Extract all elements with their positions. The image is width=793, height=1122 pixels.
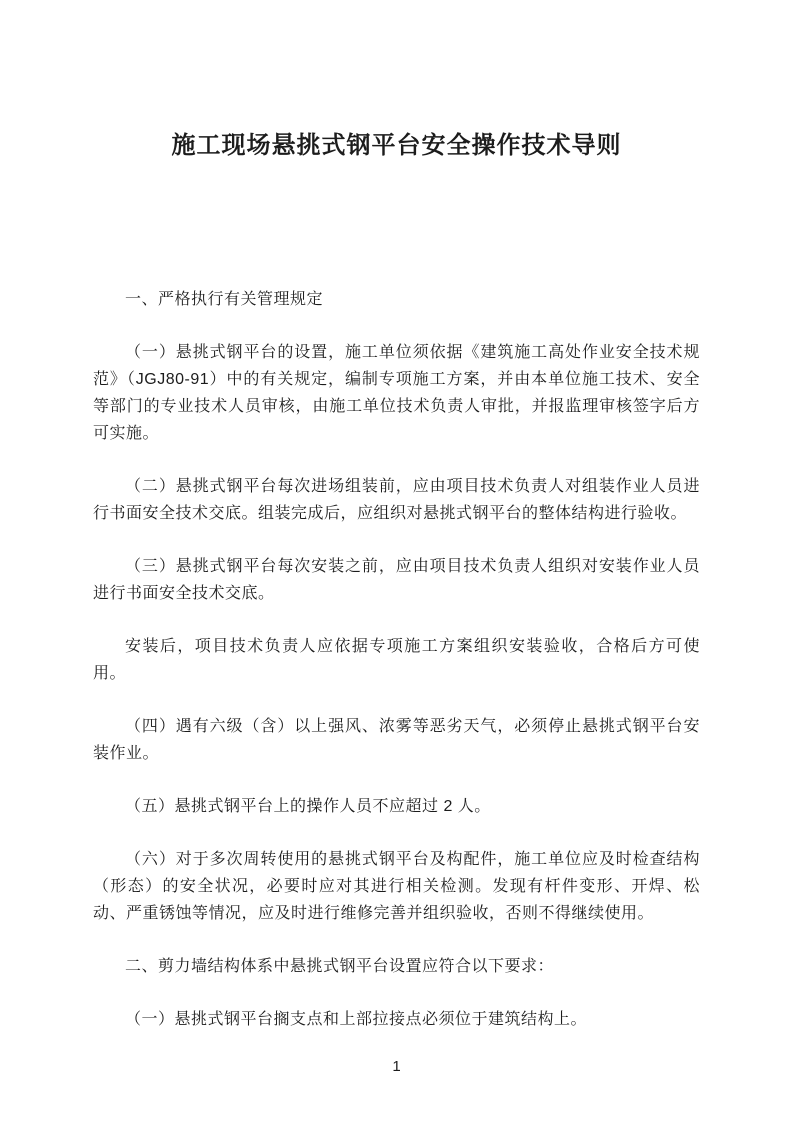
paragraph-1-4: （四）遇有六级（含）以上强风、浓雾等恶劣天气，必须停止悬挑式钢平台安装作业。 bbox=[93, 718, 700, 762]
paragraph-2-1: （一）悬挑式钢平台搁支点和上部拉接点必须位于建筑结构上。 bbox=[125, 1011, 588, 1028]
section-heading-1: 一、严格执行有关管理规定 bbox=[125, 291, 324, 308]
paragraph-1-3b: 安装后，项目技术负责人应依据专项施工方案组织安装验收，合格后方可使用。 bbox=[93, 638, 700, 682]
section-heading-2: 二、剪力墙结构体系中悬挑式钢平台设置应符合以下要求： bbox=[125, 958, 555, 975]
page-number: 1 bbox=[392, 1058, 401, 1075]
paragraph-1-6: （六）对于多次周转使用的悬挑式钢平台及构配件，施工单位应及时检查结构（形态）的安全状况，必要时应对其进行相关检测。发现有杆件变形、开焊、松动、严重锈蚀等情况，应及时进行维修完善并组织验收，否则不得继续使用。 bbox=[93, 851, 700, 922]
paragraph-1-5: （五）悬挑式钢平台上的操作人员不应超过 2 人。 bbox=[125, 798, 491, 815]
document-title: 施工现场悬挑式钢平台安全操作技术导则 bbox=[171, 132, 622, 159]
paragraph-1-1: （一）悬挑式钢平台的设置，施工单位须依据《建筑施工高处作业安全技术规范》（JGJ80-91）中的有关规定，编制专项施工方案，并由本单位施工技术、安全等部门的专业技术人员审核，由施工单位技术负责人审批，并报监理审核签字后方可实施。 bbox=[93, 344, 700, 442]
paragraph-1-2: （二）悬挑式钢平台每次进场组装前，应由项目技术负责人对组装作业人员进行书面安全技术交底。组装完成后，应组织对悬挑式钢平台的整体结构进行验收。 bbox=[93, 478, 700, 522]
paragraph-1-3: （三）悬挑式钢平台每次安装之前，应由项目技术负责人组织对安装作业人员进行书面安全技术交底。 bbox=[93, 558, 700, 602]
